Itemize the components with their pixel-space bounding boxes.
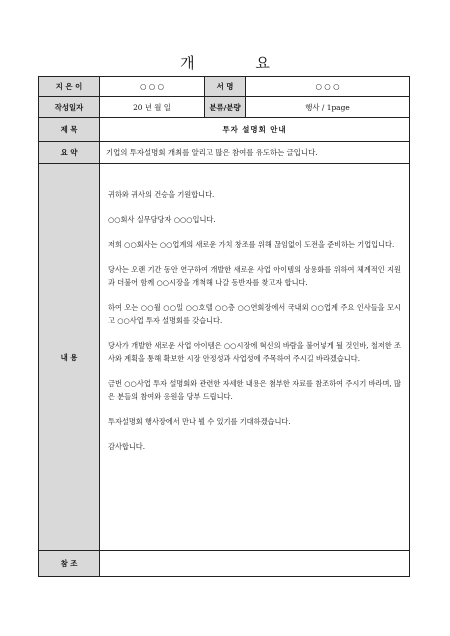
reference-row bbox=[39, 551, 410, 577]
content-paragraph: 당사가 개발한 새로운 사업 아이템은 ○○시장에 혁신의 바람을 불어넣게 될 것인바, 철저한 조사와 계획을 통해 확보한 시장 안정성과 사업성에 주목하여 주시길 바라겠습니다. bbox=[108, 341, 401, 363]
document-form-table bbox=[38, 76, 410, 577]
content-paragraphs bbox=[108, 188, 401, 453]
reference-label: 참 조 bbox=[39, 551, 100, 577]
page-title: 개 요 bbox=[180, 54, 298, 72]
summary-label: 요 약 bbox=[39, 142, 100, 164]
content-row bbox=[39, 164, 410, 551]
content-paragraph: ○○회사 실무담당자 ○○○입니다. bbox=[108, 215, 216, 224]
summary-value: 기업의 투자설명회 개최를 알리고 많은 참여를 유도하는 글입니다. bbox=[100, 142, 410, 164]
content-label: 내 용 bbox=[39, 164, 100, 551]
content-body bbox=[100, 164, 410, 551]
date-row bbox=[39, 97, 410, 118]
content-paragraph: 당사는 오랜 기간 동안 연구하여 개발한 새로운 사업 아이템의 상용화를 위하여 체계적인 지원과 더불어 함께 ○○시장을 개척해 나갈 동반자를 찾고자 합니다. bbox=[108, 265, 401, 287]
content-paragraph: 저희 ○○회사는 ○○업계의 새로운 가치 창조를 위해 끊임없이 도전을 준비하는 기업입니다. bbox=[108, 240, 395, 249]
content-paragraph: 금번 ○○사업 투자 설명회와 관련한 자세한 내용은 첨부한 자료를 참조하여 주시기 바라며, 많은 분들의 참여와 응원을 당부 드립니다. bbox=[108, 379, 401, 401]
content-paragraph: 투자설명회 행사장에서 만나 뵐 수 있기를 기대하겠습니다. bbox=[108, 417, 291, 426]
category-value: 행사 / 1page bbox=[246, 97, 410, 118]
subject-label: 제 목 bbox=[39, 118, 100, 142]
subject-row bbox=[39, 118, 410, 142]
content-paragraph: 귀하와 귀사의 건승을 기원합니다. bbox=[108, 190, 215, 199]
content-paragraph: 감사합니다. bbox=[108, 442, 146, 451]
category-label: 분류/분량 bbox=[205, 97, 246, 118]
sign-label: 서 명 bbox=[205, 77, 246, 97]
date-label: 작성일자 bbox=[39, 97, 100, 118]
content-paragraph: 하여 오는 ○○월 ○○일 ○○호텔 ○○층 ○○연회장에서 국내외 ○○업계 주요 인사들을 모시고 ○○사업 투자 설명회를 갖습니다. bbox=[108, 303, 401, 325]
summary-row bbox=[39, 142, 410, 164]
sign-value: ○ ○ ○ bbox=[246, 77, 410, 97]
author-row bbox=[39, 77, 410, 97]
date-value: 20 년 월 일 bbox=[100, 97, 205, 118]
subject-value: 투자 설명회 안내 bbox=[100, 118, 410, 142]
author-label: 지 은 이 bbox=[39, 77, 100, 97]
reference-value bbox=[100, 551, 410, 577]
author-value: ○ ○ ○ bbox=[100, 77, 205, 97]
